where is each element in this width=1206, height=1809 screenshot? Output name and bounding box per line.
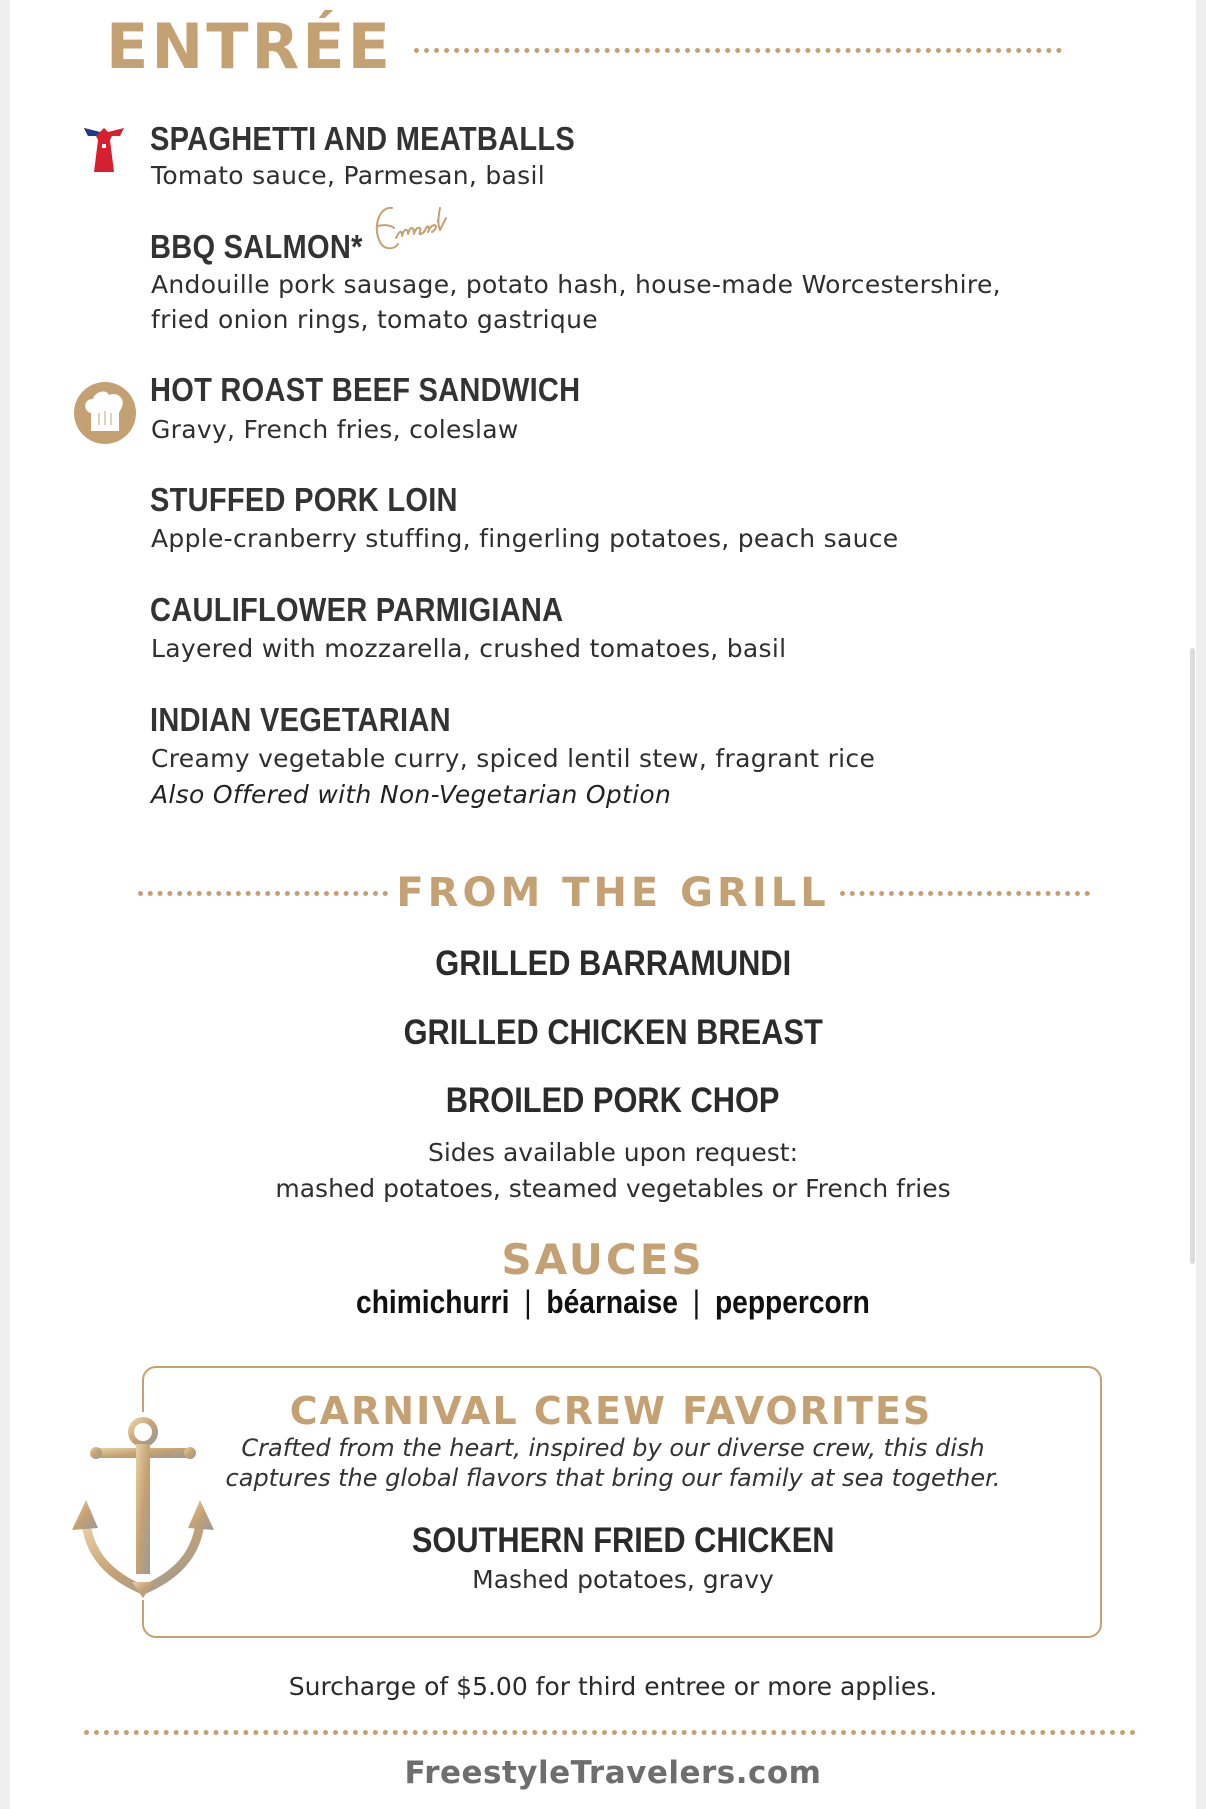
- watermark: FreestyleTravelers.com: [404, 1755, 822, 1791]
- sauce-chimichurri: chimichurri: [356, 1284, 510, 1320]
- grill-title: FROM THE GRILL: [396, 870, 830, 916]
- page-edge-left: [0, 0, 10, 1809]
- entree-item-salmon-name: BBQ SALMON*: [150, 228, 363, 265]
- entree-item-spaghetti-desc: Tomato sauce, Parmesan, basil: [151, 161, 545, 190]
- entree-item-spaghetti-name: SPAGHETTI AND MEATBALLS: [150, 120, 575, 157]
- entree-item-cauliflower-name: CAULIFLOWER PARMIGIANA: [150, 591, 564, 628]
- crew-intro-line-2: captures the global flavors that bring our family at sea together.: [225, 1464, 1001, 1492]
- chef-hat-icon: [73, 381, 137, 445]
- entree-title: ENTRÉE: [106, 10, 393, 83]
- carnival-dress-icon: [80, 124, 128, 180]
- grill-dots-right: [840, 891, 1090, 896]
- grill-item-1-row: [10, 944, 1206, 984]
- sauces-title: SAUCES: [501, 1235, 705, 1284]
- footer-dots: [84, 1730, 1136, 1735]
- entree-item-pork-loin-desc: Apple-cranberry stuffing, fingerling potatoes, peach sauce: [151, 524, 899, 553]
- entree-item-salmon-desc-1: Andouille pork sausage, potato hash, house-made Worcestershire,: [151, 270, 1001, 299]
- grill-sides-line-1: Sides available upon request:: [427, 1138, 799, 1167]
- sauces-list: [10, 1284, 1206, 1321]
- crew-intro-line-1: Crafted from the heart, inspired by our diverse crew, this dish: [241, 1434, 985, 1462]
- entree-dots: [414, 48, 1062, 53]
- entree-item-roast-beef-desc: Gravy, French fries, coleslaw: [151, 415, 519, 444]
- grill-sides-line-2: mashed potatoes, steamed vegetables or French fries: [275, 1174, 951, 1203]
- entree-item-indian-note: Also Offered with Non-Vegetarian Option: [151, 780, 672, 809]
- crew-title: CARNIVAL CREW FAVORITES: [289, 1389, 933, 1433]
- sauce-separator-1: |: [524, 1284, 532, 1320]
- grill-item-barramundi: GRILLED BARRAMUNDI: [435, 944, 791, 983]
- sauce-separator-2: |: [692, 1284, 701, 1320]
- grill-item-2-row: [10, 1013, 1206, 1053]
- crew-dish-name: SOUTHERN FRIED CHICKEN: [411, 1521, 835, 1560]
- entree-item-roast-beef-name: HOT ROAST BEEF SANDWICH: [150, 371, 581, 408]
- surcharge-note: Surcharge of $5.00 for third entree or more applies.: [288, 1672, 938, 1701]
- sauce-bearnaise: béarnaise: [546, 1284, 678, 1320]
- entree-item-pork-loin-name: STUFFED PORK LOIN: [150, 481, 458, 518]
- entree-item-cauliflower-desc: Layered with mozzarella, crushed tomatoes, basil: [151, 634, 787, 663]
- grill-item-pork-chop: BROILED PORK CHOP: [446, 1081, 780, 1120]
- crew-dish-desc: Mashed potatoes, gravy: [472, 1565, 774, 1594]
- anchor-icon: [66, 1412, 220, 1600]
- emeril-signature: [366, 196, 448, 266]
- entree-item-indian-name: INDIAN VEGETARIAN: [150, 701, 451, 738]
- entree-item-salmon-desc-2: fried onion rings, tomato gastrique: [151, 305, 598, 334]
- sauce-peppercorn: peppercorn: [715, 1284, 870, 1320]
- entree-item-indian-desc: Creamy vegetable curry, spiced lentil stew, fragrant rice: [151, 744, 876, 773]
- grill-item-3-row: [10, 1081, 1206, 1121]
- grill-item-chicken: GRILLED CHICKEN BREAST: [403, 1013, 823, 1052]
